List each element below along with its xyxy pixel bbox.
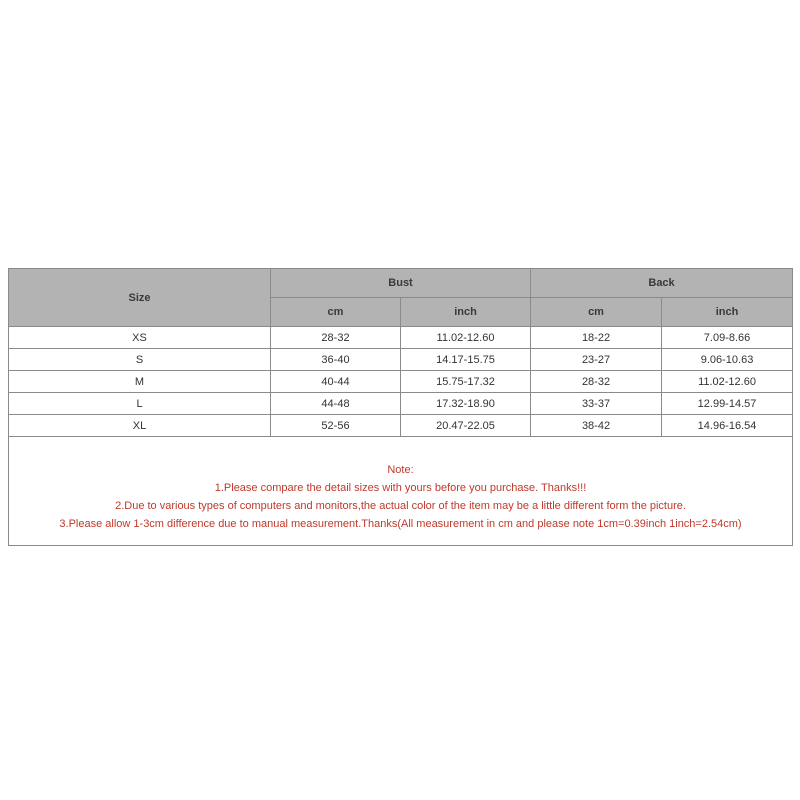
back-inch-cell: 7.09-8.66 — [662, 327, 793, 349]
bust-inch-cell: 14.17-15.75 — [401, 349, 531, 371]
back-cm-cell: 23-27 — [531, 349, 662, 371]
bust-cm-cell: 52-56 — [271, 415, 401, 437]
bust-cm-header: cm — [271, 298, 401, 327]
bust-inch-header: inch — [401, 298, 531, 327]
size-cell: L — [9, 393, 271, 415]
bust-inch-cell: 20.47-22.05 — [401, 415, 531, 437]
bust-inch-cell: 15.75-17.32 — [401, 371, 531, 393]
bust-inch-cell: 11.02-12.60 — [401, 327, 531, 349]
table-row — [9, 371, 793, 393]
bust-cm-cell: 28-32 — [271, 327, 401, 349]
back-inch-cell: 9.06-10.63 — [662, 349, 793, 371]
table-row — [9, 415, 793, 437]
back-group-header: Back — [531, 269, 793, 298]
back-inch-cell: 14.96-16.54 — [662, 415, 793, 437]
back-cm-header: cm — [531, 298, 662, 327]
back-inch-header: inch — [662, 298, 793, 327]
table-row — [9, 327, 793, 349]
bust-cm-cell: 40-44 — [271, 371, 401, 393]
back-cm-cell: 28-32 — [531, 371, 662, 393]
table-row — [9, 393, 793, 415]
back-inch-cell: 11.02-12.60 — [662, 371, 793, 393]
size-column-header: Size — [9, 269, 271, 327]
size-cell: M — [9, 371, 271, 393]
back-cm-cell: 33-37 — [531, 393, 662, 415]
bust-group-header: Bust — [271, 269, 531, 298]
back-inch-cell: 12.99-14.57 — [662, 393, 793, 415]
size-chart-table — [8, 268, 793, 546]
size-cell: XL — [9, 415, 271, 437]
note-line-1: 1.Please compare the detail sizes with yours before you purchase. Thanks!!! — [214, 482, 587, 494]
note-line-2: 2.Due to various types of computers and monitors,the actual color of the item may be a little different form the picture. — [115, 500, 686, 512]
back-cm-cell: 18-22 — [531, 327, 662, 349]
table-row — [9, 349, 793, 371]
size-cell: S — [9, 349, 271, 371]
notes-cell — [9, 437, 793, 546]
note-title: Note: — [387, 464, 414, 476]
bust-cm-cell: 36-40 — [271, 349, 401, 371]
bust-inch-cell: 17.32-18.90 — [401, 393, 531, 415]
back-cm-cell: 38-42 — [531, 415, 662, 437]
size-cell: XS — [9, 327, 271, 349]
note-line-3: 3.Please allow 1-3cm difference due to manual measurement.Thanks(All measurement in cm and please note 1cm=0.39inch 1inch=2.54cm) — [59, 518, 742, 530]
bust-cm-cell: 44-48 — [271, 393, 401, 415]
